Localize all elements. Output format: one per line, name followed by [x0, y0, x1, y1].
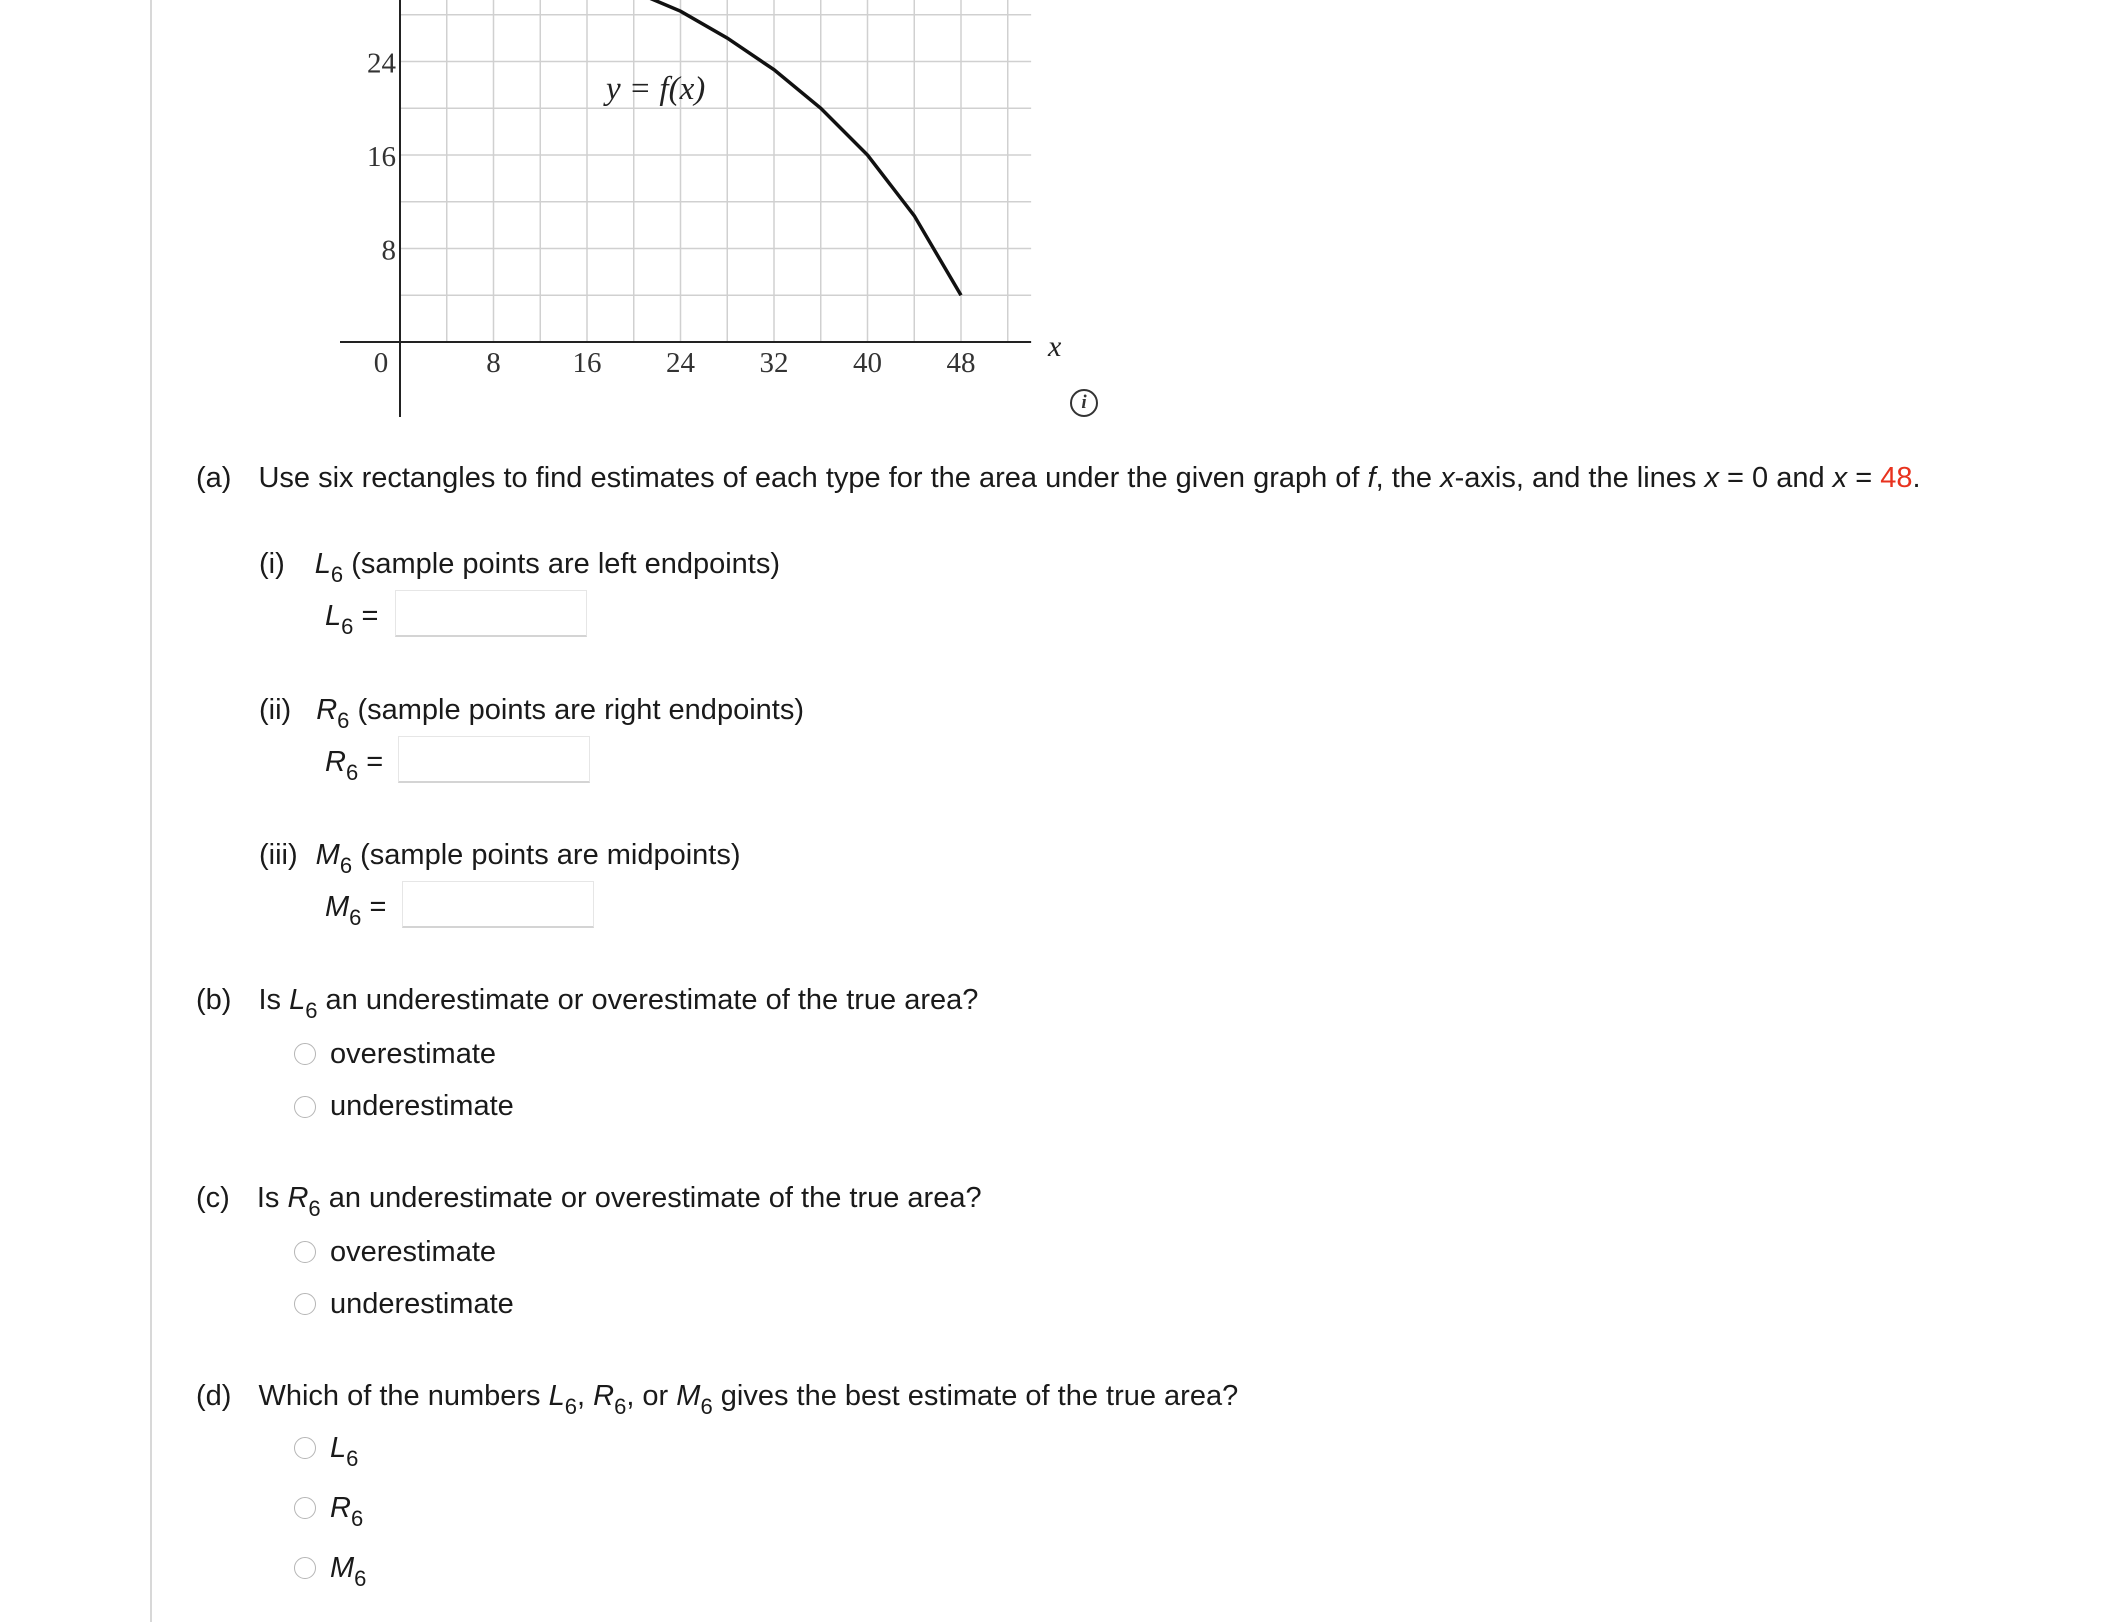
part-d-s3: 6	[700, 1394, 713, 1419]
part-b-label: (b)	[196, 984, 232, 1016]
part-a-ii-roman: (ii)	[259, 694, 292, 726]
part-d-v2: R	[593, 1380, 615, 1412]
part-c-var: R	[287, 1182, 309, 1214]
curve-label: y = f(x)	[606, 71, 706, 107]
m6-answer-eq: =	[369, 891, 387, 923]
r6-answer-sub: 6	[345, 760, 359, 785]
part-d-m6-var: M	[330, 1552, 355, 1584]
part-a-f: f	[1367, 462, 1376, 494]
r6-answer-label	[325, 744, 384, 785]
l6-answer-var: L	[325, 600, 342, 632]
x-axis-label: x	[1048, 330, 1062, 363]
part-c-label: (c)	[196, 1182, 230, 1214]
part-b-question	[196, 982, 979, 1023]
part-a-period: .	[1912, 462, 1921, 494]
x-tick-label: 8	[486, 347, 501, 379]
graph-grid	[400, 0, 1031, 342]
part-c-pre: Is	[256, 1182, 288, 1214]
part-d-l6-radio[interactable]	[294, 1437, 316, 1459]
part-c-overestimate-label[interactable]: overestimate	[330, 1236, 497, 1268]
part-b-overestimate-label[interactable]: overestimate	[330, 1038, 497, 1070]
y-tick-label: 8	[381, 234, 396, 267]
part-c-post: an underestimate or overestimate of the true area?	[320, 1182, 982, 1214]
part-a-value-48: 48	[1880, 462, 1913, 494]
y-tick-label: 24	[367, 47, 396, 80]
part-b-underestimate-radio[interactable]	[294, 1096, 316, 1118]
part-a-text-mid3: = 0 and	[1718, 462, 1833, 494]
part-d-c1: ,	[576, 1380, 594, 1412]
m6-answer-var: M	[325, 891, 350, 923]
part-a-ii-prompt	[259, 692, 804, 733]
x-tick-label: 32	[759, 347, 789, 379]
part-a-text-mid4: =	[1847, 462, 1881, 494]
part-c-sub: 6	[308, 1196, 321, 1221]
l6-answer-eq: =	[361, 600, 379, 632]
part-d-m6-radio[interactable]	[294, 1557, 316, 1579]
r6-answer-input[interactable]	[398, 736, 590, 783]
curve-f	[634, 0, 961, 295]
part-c-question	[196, 1180, 982, 1221]
part-d-c2: , or	[626, 1380, 677, 1412]
part-d-r6-label[interactable]	[330, 1490, 364, 1531]
x-tick-label: 0	[373, 347, 389, 379]
part-a-i-desc: (sample points are left endpoints)	[351, 548, 781, 580]
r6-answer-var: R	[325, 746, 346, 778]
part-d-s2: 6	[614, 1394, 627, 1419]
part-d-label: (d)	[196, 1380, 232, 1412]
part-a-x2: x	[1704, 462, 1719, 494]
part-a-ii-sub: 6	[337, 708, 350, 733]
part-a-question	[196, 460, 1921, 496]
m6-answer-label	[325, 889, 387, 930]
part-d-v3: M	[676, 1380, 701, 1412]
part-d-l6-label[interactable]	[330, 1430, 359, 1471]
m6-answer-sub: 6	[349, 905, 362, 930]
part-a-x3: x	[1832, 462, 1848, 494]
l6-answer-sub: 6	[341, 614, 354, 639]
part-b-overestimate-radio[interactable]	[294, 1043, 316, 1065]
part-a-iii-roman: (iii)	[259, 839, 298, 871]
part-d-post: gives the best estimate of the true area?	[712, 1380, 1239, 1412]
part-a-i-sub: 6	[330, 562, 344, 587]
part-a-iii-prompt	[259, 837, 741, 878]
part-a-text-mid1: , the	[1375, 462, 1441, 494]
part-d-m6-sub: 6	[354, 1566, 367, 1591]
part-a-i-roman: (i)	[259, 548, 285, 580]
x-tick-labels	[374, 347, 976, 379]
part-a-i-var: L	[314, 548, 331, 580]
part-b-sub: 6	[305, 998, 318, 1023]
y-tick-labels	[367, 48, 397, 267]
part-a-ii-var: R	[316, 694, 338, 726]
part-b-underestimate-label[interactable]: underestimate	[330, 1090, 514, 1122]
part-a-text-mid2: -axis, and the lines	[1454, 462, 1705, 494]
part-a-iii-desc: (sample points are midpoints)	[360, 839, 741, 871]
x-tick-label: 40	[853, 347, 882, 379]
part-d-question	[196, 1378, 1239, 1419]
part-d-v1: L	[548, 1380, 565, 1412]
x-tick-label: 24	[666, 347, 695, 379]
r6-answer-eq: =	[366, 746, 384, 778]
part-a-iii-sub: 6	[339, 853, 353, 878]
part-a-i-prompt	[259, 546, 781, 587]
info-icon[interactable]: i	[1070, 389, 1098, 417]
part-b-var: L	[289, 984, 306, 1016]
part-a-text-pre: Use six rectangles to find estimates of each type for the area under the given graph of	[258, 462, 1368, 494]
l6-answer-label	[325, 598, 379, 639]
part-d-m6-label[interactable]	[330, 1550, 367, 1591]
part-a-iii-var: M	[315, 839, 340, 871]
y-tick-label: 16	[367, 141, 396, 173]
x-tick-label: 16	[572, 347, 602, 379]
part-d-l6-var: L	[330, 1432, 347, 1464]
part-b-post: an underestimate or overestimate of the true area?	[317, 984, 979, 1016]
part-d-s1: 6	[564, 1394, 577, 1419]
l6-answer-input[interactable]	[395, 590, 587, 637]
part-c-underestimate-radio[interactable]	[294, 1293, 316, 1315]
part-d-r6-sub: 6	[350, 1506, 364, 1531]
part-d-l6-sub: 6	[346, 1446, 359, 1471]
part-a-x1: x	[1440, 462, 1455, 494]
part-d-pre: Which of the numbers	[258, 1380, 549, 1412]
part-d-r6-radio[interactable]	[294, 1497, 316, 1519]
part-a-label: (a)	[196, 462, 232, 494]
part-c-overestimate-radio[interactable]	[294, 1241, 316, 1263]
part-a-ii-desc: (sample points are right endpoints)	[357, 694, 804, 726]
part-b-pre: Is	[258, 984, 290, 1016]
part-d-r6-var: R	[330, 1492, 351, 1524]
function-graph	[330, 0, 1090, 440]
page-left-border	[150, 0, 152, 1622]
x-tick-label: 48	[946, 347, 976, 379]
part-c-underestimate-label[interactable]: underestimate	[330, 1288, 514, 1320]
m6-answer-input[interactable]	[402, 881, 594, 928]
